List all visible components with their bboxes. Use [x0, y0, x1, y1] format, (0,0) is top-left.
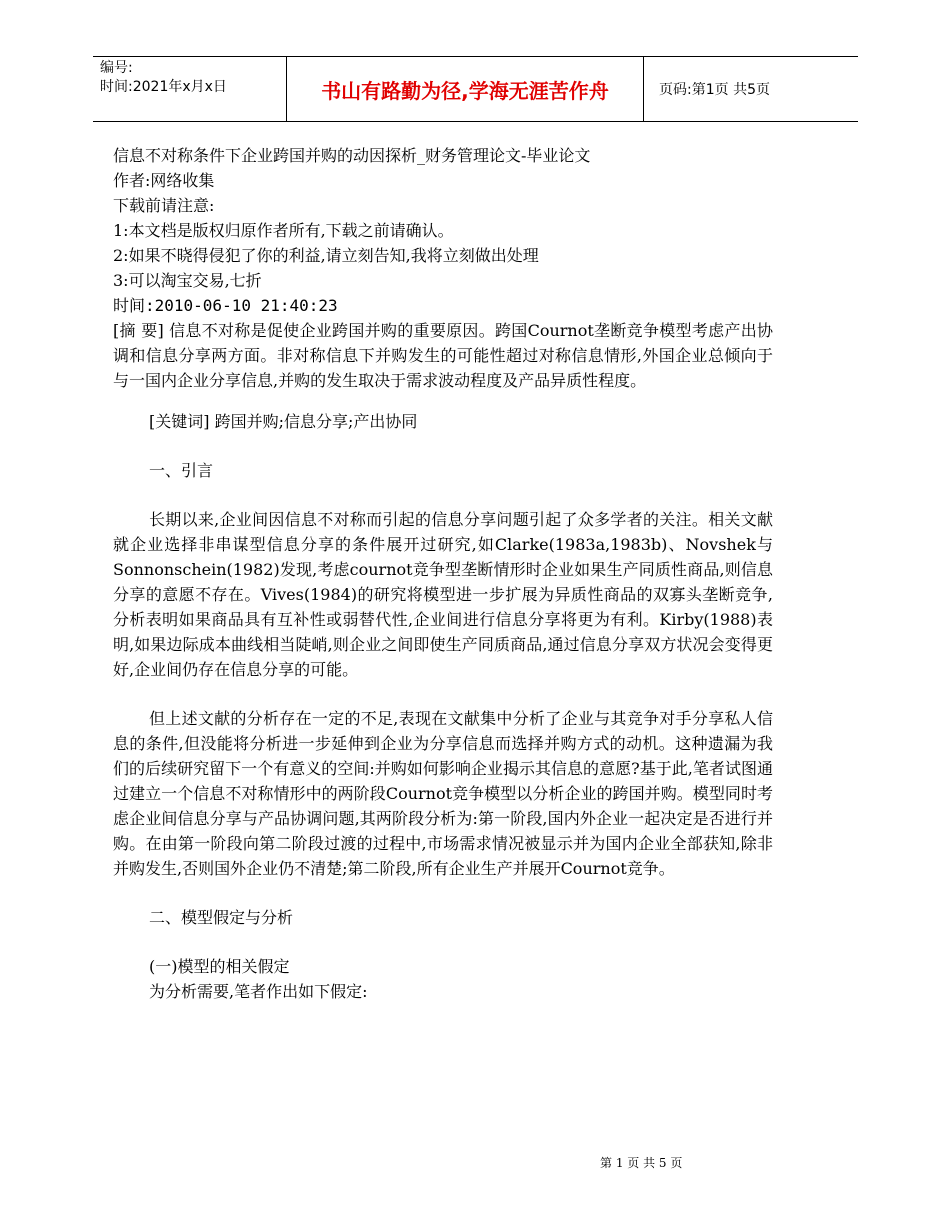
- header-meta: [100, 59, 227, 97]
- section-heading-model: 二、模型假定与分析: [149, 908, 294, 927]
- document-author: 作者:网络收集: [113, 171, 215, 190]
- subsection-heading-assumptions: (一)模型的相关假定: [149, 957, 290, 976]
- document-timestamp: 时间:2010-06-10 21:40:23: [113, 296, 338, 315]
- document-title: 信息不对称条件下企业跨国并购的动因探析_财务管理论文-毕业论文: [113, 146, 591, 165]
- body-paragraph: 但上述文献的分析存在一定的不足,表现在文献集中分析了企业与其竞争对手分享私人信息的条件,但没能将分析进一步延伸到企业为分享信息而选择并购方式的动机。这种遗漏为我们的后续研究留下一个有意义的空间:并购如何影响企业揭示其信息的意愿?基于此,笔者试图通过建立一个信息不对称情形中的两阶段Cournot竞争模型以分析企业的跨国并购。模型同时考虑企业间信息分享与产品协调问题,其两阶段分析为:第一阶段,国内外企业一起决定是否进行并购。在由第一阶段向第二阶段过渡的过程中,市场需求情况被显示并为国内企业全部获知,除非并购发生,否则国外企业仍不清楚;第二阶段,所有企业生产并展开Cournot竞争。: [113, 709, 773, 878]
- page-header: [93, 56, 858, 122]
- document-body: [113, 143, 773, 1004]
- section-heading-introduction: 一、引言: [149, 461, 214, 480]
- notice-heading: 下载前请注意:: [113, 196, 215, 215]
- keywords-line: [关键词] 跨国并购;信息分享;产出协同: [149, 412, 418, 431]
- abstract-paragraph: [摘 要] 信息不对称是促使企业跨国并购的重要原因。跨国Cournot垄断竞争模型考虑产出协调和信息分享两方面。非对称信息下并购发生的可能性超过对称信息情形,外国企业总倾向于与一国内企业分享信息,并购的发生取决于需求波动程度及产品异质性程度。: [113, 321, 773, 390]
- document-time-label: 时间:2021年x月x日: [100, 79, 227, 95]
- notice-item-3: 3:可以淘宝交易,七折: [113, 271, 262, 290]
- body-paragraph: 为分析需要,笔者作出如下假定:: [149, 982, 368, 1001]
- page-footer: 第 1 页 共 5 页: [600, 1156, 683, 1170]
- header-motto: 书山有路勤为径,学海无涯苦作舟: [286, 57, 644, 121]
- notice-item-1: 1:本文档是版权归原作者所有,下载之前请确认。: [113, 221, 454, 240]
- body-paragraph: 长期以来,企业间因信息不对称而引起的信息分享问题引起了众多学者的关注。相关文献就企业选择非串谋型信息分享的条件展开过研究,如Clarke(1983a,1983b)、Novshek与Sonnonschein(1982)发现,考虑cournot竞争型垄断情形时企业如果生产同质性商品,则信息分享的意愿不存在。Vives(1984)的研究将模型进一步扩展为异质性商品的双寡头垄断竞争,分析表明如果商品具有互补性或弱替代性,企业间进行信息分享将更为有利。Kirby(1988)表明,如果边际成本曲线相当陡峭,则企业之间即使生产同质商品,通过信息分享双方状况会变得更好,企业间仍存在信息分享的可能。: [113, 510, 773, 679]
- notice-item-2: 2:如果不晓得侵犯了你的利益,请立刻告知,我将立刻做出处理: [113, 246, 539, 265]
- document-number-label: 编号:: [100, 60, 133, 76]
- header-page-info: 页码:第1页 共5页: [659, 82, 770, 98]
